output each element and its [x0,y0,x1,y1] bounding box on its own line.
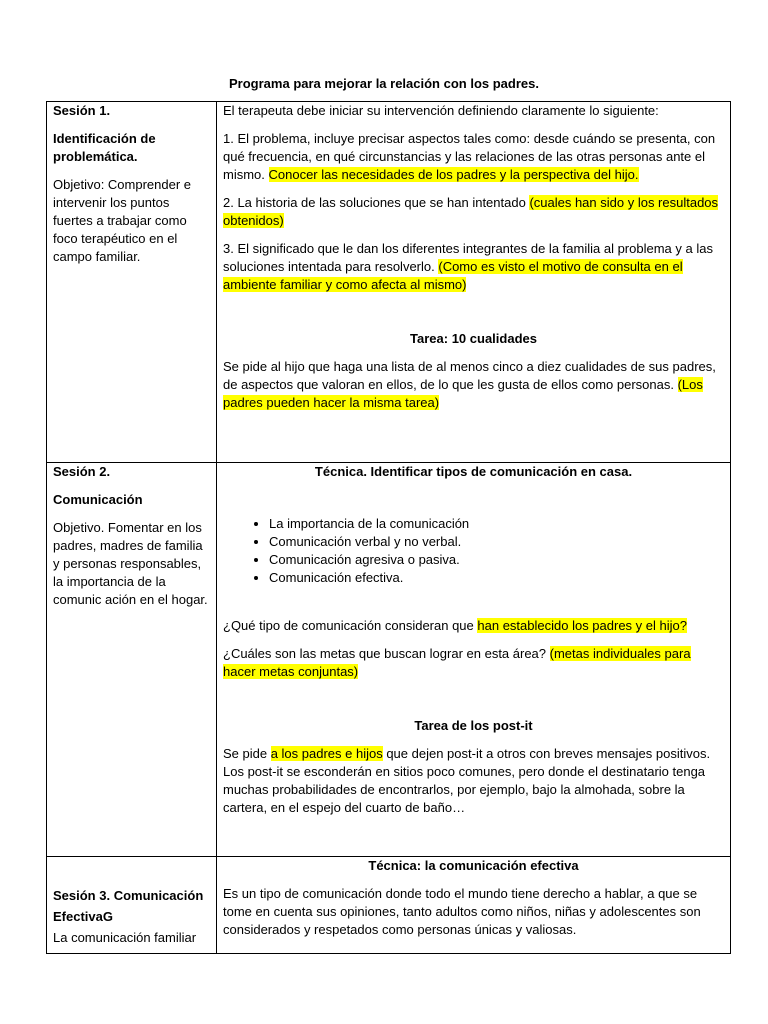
list-item: • Comunicación agresiva o pasiva. [269,551,724,569]
session-2-subheading: Comunicación [53,492,143,507]
session-1-left-cell [47,102,217,463]
session-1-subheading: Identificación de problemática. [53,131,156,164]
communication-types-list [223,515,724,587]
highlight: han establecido los padres y el hijo? [477,618,687,633]
highlight: a los padres e hijos [270,746,383,761]
highlight: (Los padres pueden hacer la misma tarea) [223,377,703,410]
highlight: (Como es visto el motivo de consulta en el ambiente familiar y como afecta al mismo) [223,259,683,292]
session-1-task-title: Tarea: 10 cualidades [410,331,537,346]
session-2-left-cell [47,463,217,857]
session-3-heading: Sesión 3. Comunicación EfectivaG [53,888,204,924]
session-1-point-1: 1. El problema, incluye precisar aspectos tales como: desde cuándo se presenta, con qué frecuencia, en qué circunstancias y las relaciones de las otras personas ante el mismo. Conocer las necesidades de los padres y la perspectiva del hijo. [223,131,716,182]
session-2-technique: Técnica. Identificar tipos de comunicación en casa. [314,464,633,479]
table-row-session-1 [47,102,731,463]
session-2-question-1: ¿Qué tipo de comunicación consideran que han establecido los padres y el hijo? [223,618,687,633]
session-1-point-3: 3. El significado que le dan los diferentes integrantes de la familia al problema y a las soluciones intentada para resolverlo. (Como es visto el motivo de consulta en el ambiente familiar y como afecta al mismo) [223,241,713,292]
table-row-session-3 [47,857,731,954]
session-3-text: Es un tipo de comunicación donde todo el mundo tiene derecho a hablar, a que se tome en cuenta sus opiniones, tanto adultos como niños, niñas y adolescentes son considerados y respetados como personas únicas y valiosas. [223,886,701,937]
session-2-task-text: Se pide a los padres e hijos que dejen post-it a otros con breves mensajes positivos. Los post-it se esconderán en sitios poco comunes, pero donde el destinatario tenga muchas probabilidades de encontrarlos, por ejemplo, bajo la almohada, sobre la cartera, en el espejo del cuarto de baño… [223,746,711,815]
session-1-task-text: Se pide al hijo que haga una lista de al menos cinco a diez cualidades de sus padres, de aspectos que valoran en ellos, de lo que les gusta de ellos como personas. (Los padres pueden hacer la misma tarea) [223,359,716,410]
document-title: Programa para mejorar la relación con los padres. [229,76,539,91]
session-1-right-cell [217,102,731,463]
session-2-heading: Sesión 2. [53,464,111,479]
session-1-objective: Objetivo: Comprender e intervenir los puntos fuertes a trabajar como foco terapéutico en el campo familiar. [53,177,192,264]
table-row-session-2 [47,463,731,857]
session-1-heading: Sesión 1. [53,103,111,118]
highlight: (cuales han sido y los resultados obtenidos) [223,195,719,228]
session-2-question-2: ¿Cuáles son las metas que buscan lograr en esta área? (metas individuales para hacer metas conjuntas) [223,646,691,679]
highlight: (metas individuales para hacer metas conjuntas) [223,646,691,679]
session-2-right-cell [217,463,731,857]
list-item: • La importancia de la comunicación [269,515,724,533]
session-3-intro: La comunicación familiar [53,930,197,945]
session-3-right-cell [217,857,731,954]
list-item: • Comunicación efectiva. [269,569,724,587]
session-3-technique: Técnica: la comunicación efectiva [368,858,579,873]
program-table [46,101,731,954]
session-2-objective: Objetivo. Fomentar en los padres, madres de familia y personas responsables, la importancia de la comunic ación en el hogar. [53,520,208,607]
session-1-intro: El terapeuta debe iniciar su intervención definiendo claramente lo siguiente: [223,103,659,118]
session-1-point-2: 2. La historia de las soluciones que se han intentado (cuales han sido y los resultados obtenidos) [223,195,719,228]
highlight: Conocer las necesidades de los padres y la perspectiva del hijo. [268,167,639,182]
session-3-left-cell [47,857,217,954]
session-2-task-title: Tarea de los post-it [414,718,533,733]
list-item: • Comunicación verbal y no verbal. [269,533,724,551]
